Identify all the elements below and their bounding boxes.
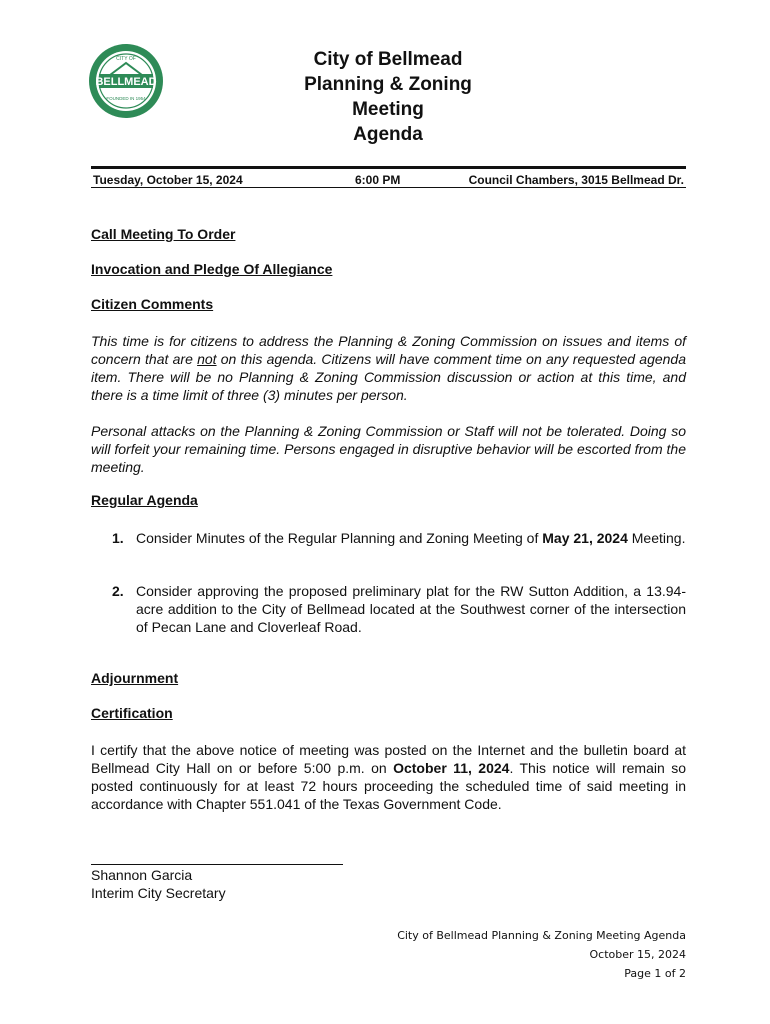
citizen-p1-text-b: on this agenda. Citizens will have comment time on any requested agenda item. There will be no Planning & Zoning Commission discussion or action at this time, and there is a time limit of three (3) minutes per person.: [91, 351, 686, 403]
footer-date: October 15, 2024: [589, 948, 686, 961]
agenda-item-2-number: 2.: [112, 583, 124, 599]
certification-paragraph: [91, 741, 686, 813]
footer-page-number: Page 1 of 2: [624, 967, 686, 980]
footer-document-title: City of Bellmead Planning & Zoning Meeting Agenda: [397, 929, 686, 942]
citizen-comments-paragraph-2: Personal attacks on the Planning & Zoning Commission or Staff will not be tolerated. Doing so will forfeit your remaining time. Persons engaged in disruptive behavior will be escorted from the meeting.: [91, 423, 686, 475]
meeting-info-bar: [91, 166, 686, 188]
heading-invocation: Invocation and Pledge Of Allegiance: [91, 261, 333, 277]
title-line-2: Planning & Zoning: [304, 74, 472, 95]
cert-text-b: . This notice will remain so posted continuously for at least 72 hours proceeding the scheduled time of said meeting in accordance with Chapter 551.041 of the Texas Government Code.: [91, 760, 686, 812]
page-title: [260, 47, 516, 147]
seal-name-text: BELLMEAD: [95, 76, 157, 88]
citizen-p1-text-a: This time is for citizens to address the Planning & Zoning Commission on issues and items of concern that are: [91, 333, 686, 367]
title-line-1: City of Bellmead: [313, 49, 463, 70]
signature-line: [91, 864, 343, 865]
city-seal-logo: [88, 43, 164, 119]
seal-top-text: CITY OF: [116, 56, 136, 62]
agenda-item-1-number: 1.: [112, 530, 124, 546]
heading-call-to-order: Call Meeting To Order: [91, 226, 236, 242]
cert-date: October 11, 2024: [393, 760, 510, 776]
agenda-item-1-date: May 21, 2024: [542, 530, 628, 546]
title-line-3: Meeting: [352, 99, 424, 120]
heading-adjournment: Adjournment: [91, 670, 179, 686]
agenda-item-2-text: Consider approving the proposed preliminary plat for the RW Sutton Addition, a 13.94-acre addition to the City of Bellmead located at the Southwest corner of the intersection of Pecan Lane and Cloverleaf Road.: [136, 583, 686, 635]
agenda-item-2: [112, 582, 686, 636]
signer-name: Shannon Garcia: [91, 867, 193, 883]
cert-text-a: I certify that the above notice of meeting was posted on the Internet and the bulletin board at Bellmead City Hall on or before 5:00 p.m. on: [91, 742, 686, 776]
signer-title: Interim City Secretary: [91, 885, 226, 901]
meeting-location: Council Chambers, 3015 Bellmead Dr.: [468, 173, 684, 187]
agenda-item-1: [112, 529, 686, 547]
heading-regular-agenda: Regular Agenda: [91, 492, 198, 508]
agenda-item-1-text-a: Consider Minutes of the Regular Planning and Zoning Meeting of: [136, 530, 543, 546]
citizen-comments-paragraph-1: [91, 332, 686, 404]
citizen-p1-not: not: [197, 351, 217, 367]
page-footer: [397, 926, 686, 983]
heading-certification: Certification: [91, 705, 173, 721]
meeting-time: 6:00 PM: [355, 173, 401, 187]
seal-bottom-text: FOUNDED IN 1954: [106, 96, 146, 101]
agenda-item-1-text-b: Meeting.: [627, 530, 686, 546]
title-line-4: Agenda: [353, 124, 423, 145]
meeting-date: Tuesday, October 15, 2024: [93, 173, 243, 187]
heading-citizen-comments: Citizen Comments: [91, 296, 214, 312]
